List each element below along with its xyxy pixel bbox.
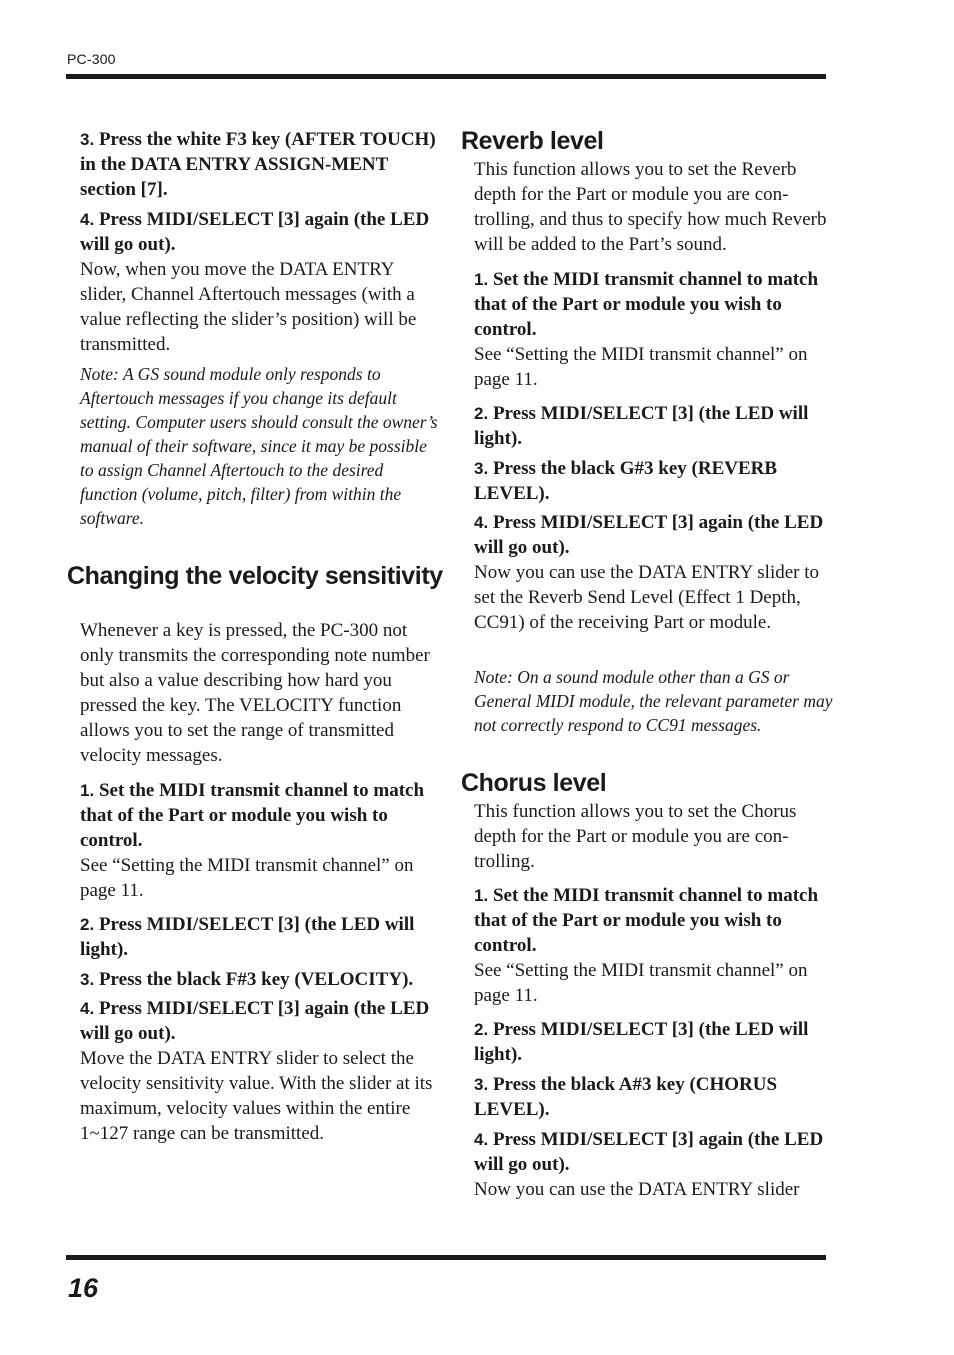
reverb-heading: Reverb level: [461, 127, 604, 155]
step-number: 1.: [474, 886, 489, 905]
step-number: 1.: [474, 270, 489, 289]
step-number: 2.: [474, 1020, 489, 1039]
reverb-body: Now you can use the DATA ENTRY slider to set the Reverb Send Level (Effect 1 Depth, CC91) of the receiving Part or module.: [474, 562, 820, 633]
step-number: 2.: [474, 404, 489, 423]
velocity-step-1: [80, 778, 440, 853]
reverb-note: Note: On a sound module other than a GS or General MIDI module, the relevant parameter may not correctly respond to CC91 messages.: [474, 667, 833, 735]
footer-rule: [66, 1255, 826, 1260]
step-number: 3.: [474, 459, 489, 478]
step-text: Press MIDI/SELECT [3] again (the LED will go out).: [474, 512, 824, 558]
aftertouch-note: Note: A GS sound module only responds to Aftertouch messages if you change its default setting. Computer users should consult the owner’s manual of their software, since it may be possible to assign Channel Aftertouch to the desired function (volume, pitch, filter) from within the software.: [80, 364, 438, 528]
velocity-body: Move the DATA ENTRY slider to select the velocity sensitivity value. With the slider at its maximum, velocity values within the entire 1~127 range can be transmitted.: [80, 1048, 433, 1144]
step-text: Press MIDI/SELECT [3] again (the LED will go out).: [474, 1129, 824, 1175]
step-text: Press the white F3 key (AFTER TOUCH) in the DATA ENTRY ASSIGN-MENT section [7].: [80, 129, 436, 200]
step-text: Press the black A#3 key (CHORUS LEVEL).: [474, 1074, 778, 1120]
step-number: 4.: [80, 210, 95, 229]
reverb-step-3: [474, 456, 834, 506]
chorus-heading: Chorus level: [461, 769, 607, 797]
step-number: 4.: [474, 513, 489, 532]
velocity-step-3: [80, 967, 440, 992]
step-text: Press MIDI/SELECT [3] again (the LED will go out).: [80, 209, 430, 255]
aftertouch-body: Now, when you move the DATA ENTRY slider, Channel Aftertouch messages (with a value reflecting the slider’s position) will be transmitted.: [80, 259, 417, 355]
step-number: 2.: [80, 915, 95, 934]
step-text: Set the MIDI transmit channel to match that of the Part or module you wish to control.: [474, 885, 819, 956]
step-text: Press MIDI/SELECT [3] again (the LED will go out).: [80, 998, 430, 1044]
velocity-step-1-body: See “Setting the MIDI transmit channel” on page 11.: [80, 855, 414, 901]
step-text: Press MIDI/SELECT [3] (the LED will light).: [474, 403, 809, 449]
velocity-heading: Changing the velocity sensitivity: [67, 562, 443, 590]
reverb-step-1-body: See “Setting the MIDI transmit channel” on page 11.: [474, 344, 808, 390]
chorus-step-3: [474, 1072, 834, 1122]
step-number: 3.: [80, 130, 95, 149]
step-text: Press the black G#3 key (REVERB LEVEL).: [474, 458, 778, 504]
step-number: 3.: [80, 970, 95, 989]
step-text: Set the MIDI transmit channel to match that of the Part or module you wish to control.: [474, 269, 819, 340]
reverb-step-1: [474, 267, 834, 342]
step-number: 1.: [80, 781, 95, 800]
aftertouch-step-3: [80, 127, 440, 202]
chorus-step-4: [474, 1127, 834, 1177]
reverb-step-4: [474, 510, 834, 560]
step-text: Press MIDI/SELECT [3] (the LED will light).: [474, 1019, 809, 1065]
chorus-step-1: [474, 883, 834, 958]
reverb-intro: This function allows you to set the Reverb depth for the Part or module you are con-trolling, and thus to specify how much Reverb will be added to the Part’s sound.: [474, 159, 827, 255]
page-number: 16: [68, 1273, 99, 1303]
step-number: 3.: [474, 1075, 489, 1094]
velocity-step-2: [80, 912, 440, 962]
velocity-step-4: [80, 996, 440, 1046]
reverb-step-2: [474, 401, 834, 451]
aftertouch-step-4: [80, 207, 440, 257]
velocity-intro: Whenever a key is pressed, the PC-300 not only transmits the corresponding note number but also a value describing how hard you pressed the key. The VELOCITY function allows you to set the range of transmitted velocity messages.: [80, 620, 430, 766]
step-text: Press the black F#3 key (VELOCITY).: [98, 969, 414, 990]
step-number: 4.: [474, 1130, 489, 1149]
step-text: Set the MIDI transmit channel to match that of the Part or module you wish to control.: [80, 780, 425, 851]
step-number: 4.: [80, 999, 95, 1018]
chorus-body: Now you can use the DATA ENTRY slider: [474, 1179, 800, 1200]
running-header-model: PC-300: [67, 51, 116, 67]
chorus-step-2: [474, 1017, 834, 1067]
chorus-intro: This function allows you to set the Chorus depth for the Part or module you are con-trolling.: [474, 801, 797, 872]
step-text: Press MIDI/SELECT [3] (the LED will light).: [80, 914, 415, 960]
chorus-step-1-body: See “Setting the MIDI transmit channel” on page 11.: [474, 960, 808, 1006]
header-rule: [66, 74, 826, 79]
